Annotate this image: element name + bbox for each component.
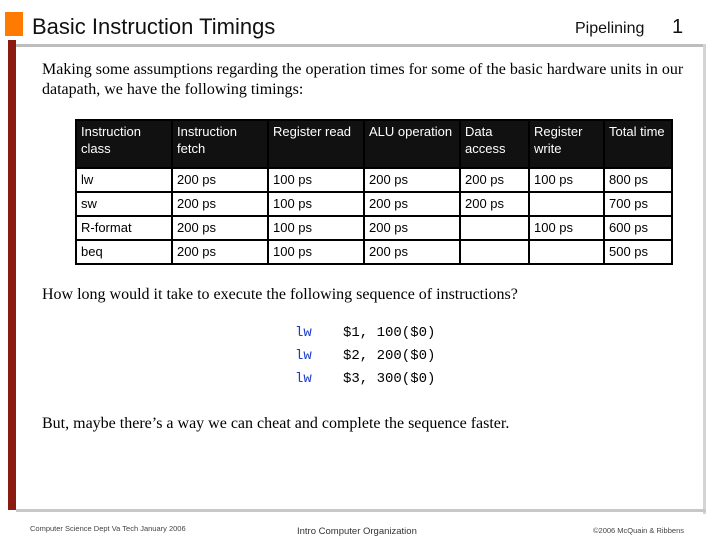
footer-course: Intro Computer Organization <box>297 526 417 537</box>
footer-department: Computer Science Dept Va Tech January 2006 <box>30 524 186 533</box>
code-operands: $3, 300($0) <box>343 371 436 387</box>
header-instruction-class: Instruction class <box>76 120 172 168</box>
footer-copyright: ©2006 McQuain & Ribbens <box>593 526 684 535</box>
table-cell: 200 ps <box>364 216 460 240</box>
code-operands: $1, 100($0) <box>343 325 436 341</box>
top-divider <box>16 44 706 47</box>
table-cell: 200 ps <box>460 168 529 192</box>
table-cell: 100 ps <box>268 240 364 264</box>
header-alu-operation: ALU operation <box>364 120 460 168</box>
table-cell: 100 ps <box>529 168 604 192</box>
table-cell <box>529 192 604 216</box>
question-text: How long would it take to execute the following sequence of instructions? <box>42 286 518 303</box>
code-opcode: lw <box>295 325 312 341</box>
table-row <box>76 216 672 240</box>
code-line <box>295 368 435 391</box>
code-operands: $2, 200($0) <box>343 348 436 364</box>
closing-paragraph: But, maybe there’s a way we can cheat and complete the sequence faster. <box>42 415 510 432</box>
table-cell: 100 ps <box>268 216 364 240</box>
header-register-read: Register read <box>268 120 364 168</box>
table-cell: 700 ps <box>604 192 672 216</box>
table-cell: 200 ps <box>172 192 268 216</box>
table-cell: 200 ps <box>172 168 268 192</box>
table-header-row <box>76 120 672 168</box>
table-cell: 200 ps <box>460 192 529 216</box>
section-label: Pipelining <box>575 20 645 37</box>
table-cell: 500 ps <box>604 240 672 264</box>
table-row <box>76 240 672 264</box>
table-row <box>76 192 672 216</box>
table-cell: R-format <box>76 216 172 240</box>
intro-paragraph: Making some assumptions regarding the operation times for some of the basic hardware units in our datapath, we have the following timings: <box>42 61 684 98</box>
page-number: 1 <box>672 16 684 38</box>
table-cell: 200 ps <box>172 240 268 264</box>
table-cell <box>529 240 604 264</box>
table-cell: 100 ps <box>529 216 604 240</box>
table-cell: 600 ps <box>604 216 672 240</box>
table-cell: 100 ps <box>268 192 364 216</box>
table-cell: sw <box>76 192 172 216</box>
table-cell <box>460 216 529 240</box>
code-block <box>295 322 435 391</box>
table-cell: 200 ps <box>364 240 460 264</box>
left-border-bar <box>8 40 16 510</box>
slide-title: Basic Instruction Timings <box>32 14 276 39</box>
code-line <box>295 345 435 368</box>
code-line <box>295 322 435 345</box>
table-row <box>76 168 672 192</box>
table-cell: beq <box>76 240 172 264</box>
right-divider <box>703 44 706 514</box>
header-register-write: Register write <box>529 120 604 168</box>
code-opcode: lw <box>295 348 312 364</box>
table-cell: 200 ps <box>364 192 460 216</box>
header-data-access: Data access <box>460 120 529 168</box>
bottom-divider <box>16 509 706 512</box>
table-cell: 200 ps <box>364 168 460 192</box>
table-cell: lw <box>76 168 172 192</box>
timings-table <box>75 119 673 265</box>
title-accent-square <box>5 12 23 36</box>
header-instruction-fetch: Instruction fetch <box>172 120 268 168</box>
header-total-time: Total time <box>604 120 672 168</box>
table-cell <box>460 240 529 264</box>
table-cell: 800 ps <box>604 168 672 192</box>
table-cell: 200 ps <box>172 216 268 240</box>
table-cell: 100 ps <box>268 168 364 192</box>
code-opcode: lw <box>295 371 312 387</box>
